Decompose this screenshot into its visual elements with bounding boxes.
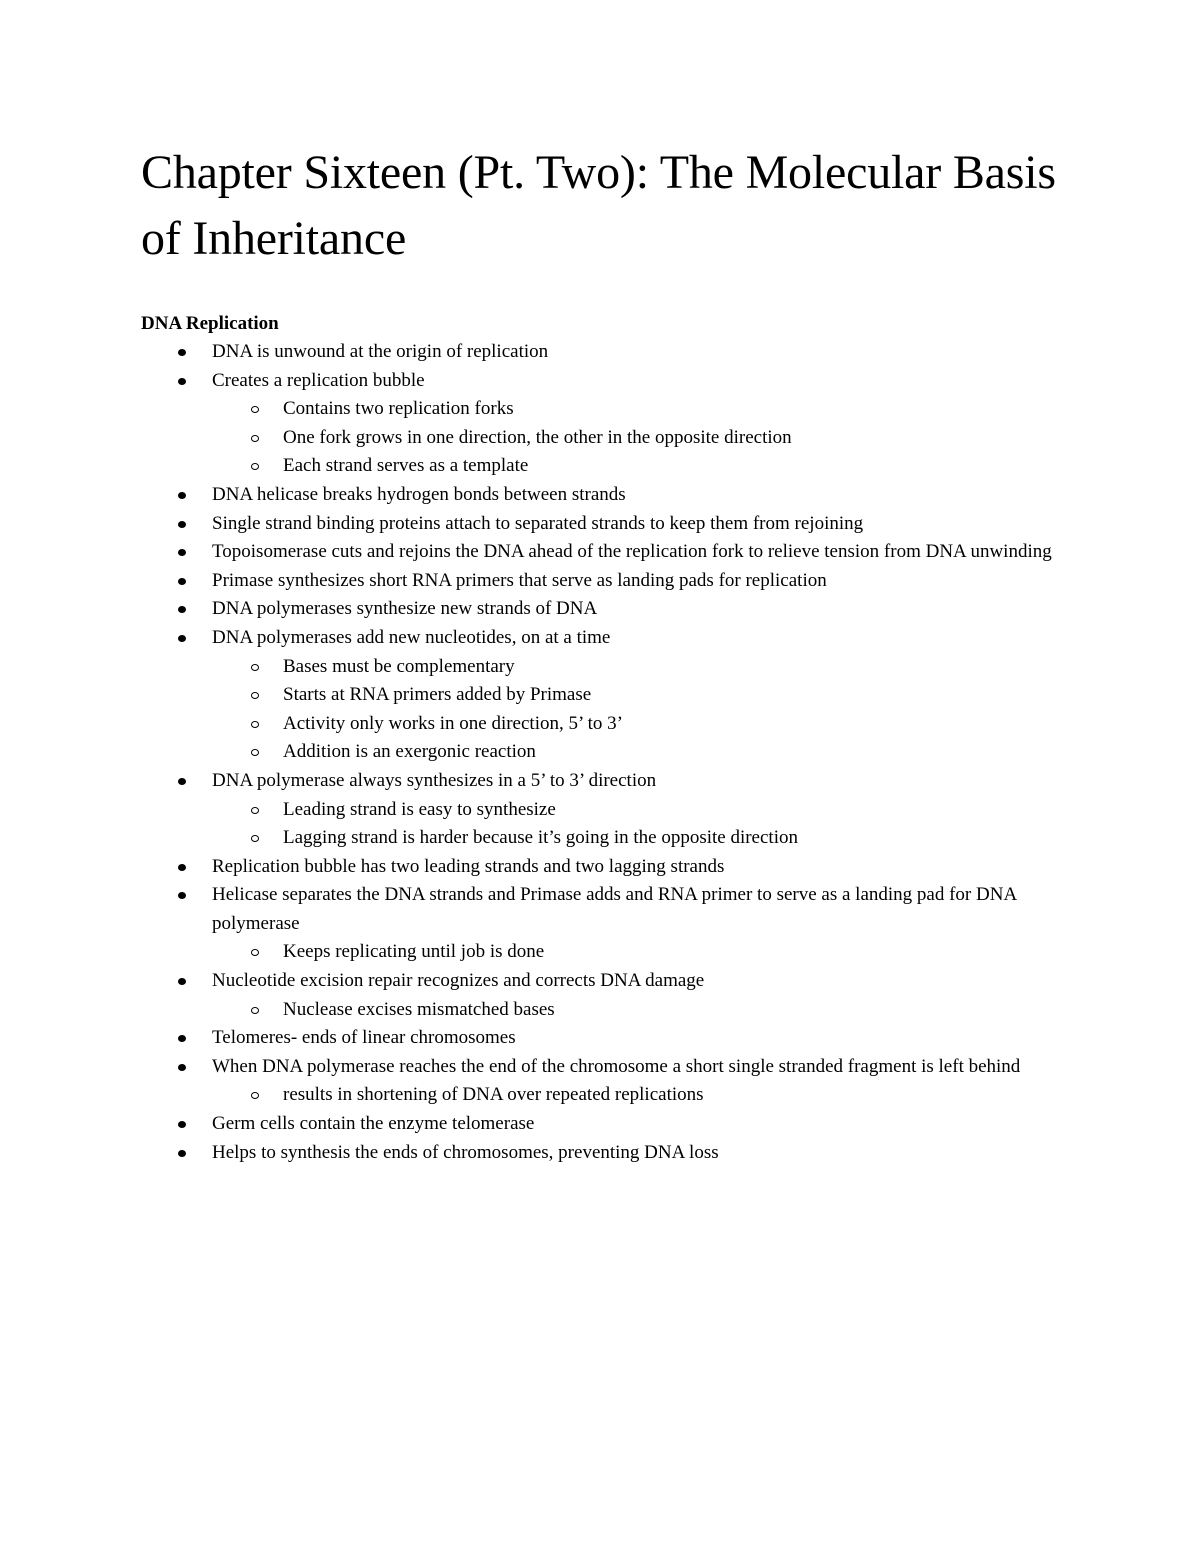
list-item-text: Replication bubble has two leading strands and two lagging strands (212, 855, 725, 877)
list-item-text: Primase synthesizes short RNA primers that serve as landing pads for replication (212, 569, 827, 591)
filled-bullet-icon (178, 1035, 186, 1042)
hollow-bullet-icon (251, 749, 259, 756)
list-item (141, 338, 1061, 367)
filled-bullet-icon (178, 864, 186, 871)
list-item-text: Leading strand is easy to synthesize (283, 798, 556, 820)
hollow-bullet-icon (251, 949, 259, 956)
sub-list-item (141, 1081, 1061, 1110)
section-heading: DNA Replication (141, 313, 279, 334)
list-item-text: DNA is unwound at the origin of replication (212, 341, 549, 362)
list-item (141, 595, 1061, 624)
filled-bullet-icon (178, 892, 186, 899)
list-item (141, 481, 1061, 510)
list-item-text: Germ cells contain the enzyme telomerase (212, 1113, 535, 1135)
filled-bullet-icon (178, 492, 186, 499)
filled-bullet-icon (178, 578, 186, 585)
filled-bullet-icon (178, 349, 186, 356)
sub-list-item (141, 824, 1061, 853)
list-item (141, 510, 1061, 539)
list-item-text: Bases must be complementary (283, 655, 515, 677)
sub-list-item (141, 395, 1061, 424)
filled-bullet-icon (178, 1064, 186, 1071)
list-item-text: Starts at RNA primers added by Primase (283, 684, 592, 706)
list-item-text: Lagging strand is harder because it’s going in the opposite direction (283, 827, 798, 849)
hollow-bullet-icon (251, 835, 259, 842)
list-item-text: Each strand serves as a template (283, 455, 529, 477)
filled-bullet-icon (178, 378, 186, 385)
sub-list-item (141, 796, 1061, 825)
list-item (141, 624, 1061, 653)
list-item-text: Single strand binding proteins attach to separated strands to keep them from rejoining (212, 512, 864, 534)
bullet-list (141, 338, 1061, 1167)
list-item (141, 881, 1061, 938)
sub-list-item (141, 452, 1061, 481)
filled-bullet-icon (178, 606, 186, 613)
list-item-text: Addition is an exergonic reaction (283, 741, 536, 763)
list-item-text: Activity only works in one direction, 5’ to 3’ (283, 712, 624, 734)
list-item-text: Keeps replicating until job is done (283, 941, 545, 963)
list-item-text: When DNA polymerase reaches the end of the chromosome a short single stranded fragment is left behind (212, 1055, 1021, 1077)
list-item (141, 538, 1061, 567)
list-item-text: DNA polymerase always synthesizes in a 5’ to 3’ direction (212, 769, 657, 791)
hollow-bullet-icon (251, 1007, 259, 1014)
list-item-text: Helicase separates the DNA strands and Primase adds and RNA primer to serve as a landing pad for DNA polymerase (212, 884, 1017, 934)
page-title: Chapter Sixteen (Pt. Two): The Molecular Basis of Inheritance (141, 146, 1056, 265)
list-item (141, 367, 1061, 396)
list-item (141, 1110, 1061, 1139)
list-item-text: One fork grows in one direction, the other in the opposite direction (283, 426, 792, 448)
list-item-text: Helps to synthesis the ends of chromosomes, preventing DNA loss (212, 1141, 719, 1163)
filled-bullet-icon (178, 549, 186, 556)
list-item-text: Telomeres- ends of linear chromosomes (212, 1027, 516, 1049)
list-item-text: Nuclease excises mismatched bases (283, 998, 555, 1020)
list-item (141, 1053, 1061, 1082)
hollow-bullet-icon (251, 807, 259, 814)
list-item (141, 567, 1061, 596)
list-item-text: Topoisomerase cuts and rejoins the DNA ahead of the replication fork to relieve tension from DNA unwinding (212, 541, 1052, 563)
hollow-bullet-icon (251, 692, 259, 699)
filled-bullet-icon (178, 1150, 186, 1157)
sub-list-item (141, 738, 1061, 767)
hollow-bullet-icon (251, 664, 259, 671)
filled-bullet-icon (178, 978, 186, 985)
sub-list-item (141, 653, 1061, 682)
sub-list-item (141, 681, 1061, 710)
filled-bullet-icon (178, 635, 186, 642)
hollow-bullet-icon (251, 1092, 259, 1099)
list-item (141, 967, 1061, 996)
hollow-bullet-icon (251, 721, 259, 728)
hollow-bullet-icon (251, 435, 259, 442)
list-item (141, 767, 1061, 796)
list-item-text: DNA polymerases add new nucleotides, on at a time (212, 626, 611, 648)
sub-list-item (141, 996, 1061, 1025)
list-item (141, 1024, 1061, 1053)
hollow-bullet-icon (251, 463, 259, 470)
hollow-bullet-icon (251, 406, 259, 413)
filled-bullet-icon (178, 521, 186, 528)
list-item-text: DNA helicase breaks hydrogen bonds between strands (212, 483, 626, 505)
list-item-text: Nucleotide excision repair recognizes and corrects DNA damage (212, 970, 705, 992)
list-item (141, 853, 1061, 882)
list-item-text: DNA polymerases synthesize new strands of DNA (212, 598, 598, 620)
filled-bullet-icon (178, 778, 186, 785)
list-item-text: Contains two replication forks (283, 398, 514, 420)
filled-bullet-icon (178, 1121, 186, 1128)
sub-list-item (141, 938, 1061, 967)
list-item (141, 1139, 1061, 1168)
list-item-text: Creates a replication bubble (212, 369, 425, 391)
sub-list-item (141, 424, 1061, 453)
sub-list-item (141, 710, 1061, 739)
list-item-text: results in shortening of DNA over repeated replications (283, 1084, 704, 1106)
